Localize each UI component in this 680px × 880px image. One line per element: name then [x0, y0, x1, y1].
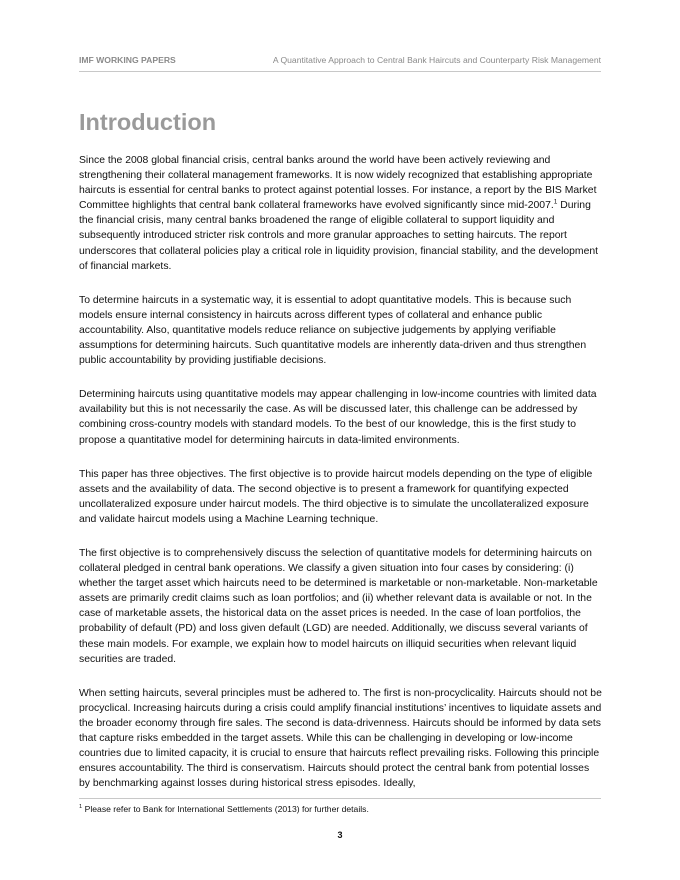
section-title: Introduction [79, 109, 217, 135]
paragraph-3: Determining haircuts using quantitative models may appear challenging in low-income countries with limited data availability but this is not necessarily the case. As will be discussed later, this challenge can be addressed by combining cross-country models with standard models. To the best of our knowledge, this is the first study to propose a quantitative model for determining haircuts in data-limited environments. [79, 389, 597, 446]
paragraph-1 [79, 153, 602, 274]
paper-title: A Quantitative Approach to Central Bank Haircuts and Counterparty Risk Management [272, 55, 601, 65]
body-text [79, 153, 602, 810]
paragraph-6: When setting haircuts, several principles must be adhered to. The first is non-procyclicality. Haircuts should not be procyclical. Increasing haircuts during a crisis could amplify financial institutions’ incentives to liquidate assets and the broader economy through fire sales. The second is data-drivenness. Haircuts should be informed by data sets that capture risks embedded in the target assets. While this can be challenging in developing or low-income countries due to limited capacity, it is crucial to ensure that haircuts reflect prevailing risks. Following this principle ensures accountability. The third is conservatism. Haircuts should protect the central bank from potential losses by benchmarking against losses during historical stress episodes. Ideally, [79, 687, 602, 790]
paragraph-4: This paper has three objectives. The first objective is to provide haircut models depending on the type of eligible assets and the availability of data. The second objective is to present a framework for quantifying expected uncollateralized exposure under haircut models. The third objective is to simulate the uncollateralized exposure and validate haircut models using a Machine Learning technique. [79, 468, 593, 525]
paragraph-1-before: Since the 2008 global financial crisis, central banks around the world have been actively reviewing and strengthening their collateral management frameworks. It is now widely recognized that establishing appropriate haircuts is essential for central banks to protect against potential losses. For instance, a report by the BIS Market Committee highlights that central bank collateral frameworks have evolved significantly since mid-2007. [79, 155, 597, 212]
paragraph-2: To determine haircuts in a systematic way, it is essential to adopt quantitative models. This is because such models ensure internal consistency in haircuts across different types of collateral and enhance public accountability. Also, quantitative models reduce reliance on subjective judgements by applying verifiable assumptions for determining haircuts. Such quantitative models are inherently data-driven and thus strengthen public accountability by providing justifiable decisions. [79, 294, 587, 367]
page-number: 3 [337, 830, 343, 840]
series-name: IMF WORKING PAPERS [79, 55, 176, 65]
footnote-number: 1 [79, 804, 83, 811]
footnote-text: Please refer to Bank for International Settlements (2013) for further details. [82, 804, 369, 814]
footnote-ref-1[interactable]: 1 [553, 198, 558, 206]
running-header [79, 55, 601, 69]
paragraph-1-after: During the financial crisis, many central banks broadened the range of eligible collateral to support liquidity and subsequently introduced stricter risk controls and more granular approaches to setting haircuts. The report underscores that collateral policies play a critical role in liquidity provision, financial stability, and the development of financial markets. [79, 200, 599, 272]
footnote [79, 804, 369, 814]
header-divider [79, 71, 601, 72]
footnote-divider [79, 798, 601, 799]
paragraph-5: The first objective is to comprehensively discuss the selection of quantitative models for determining haircuts on collateral pledged in central bank operations. We classify a given situation into four cases by considering: (i) whether the target asset which haircuts need to be determined is marketable or non-marketable. Non-marketable assets are primarily credit claims such as loan portfolios; and (ii) whether relevant data is available or not. In the case of marketable assets, the historical data on the asset prices is needed. In the case of loan portfolios, the probability of default (PD) and loss given default (LGD) are needed. Additionally, we discuss several variants of these main models. For example, we explain how to model haircuts on illiquid securities when relevant liquid securities are traded. [79, 547, 598, 665]
